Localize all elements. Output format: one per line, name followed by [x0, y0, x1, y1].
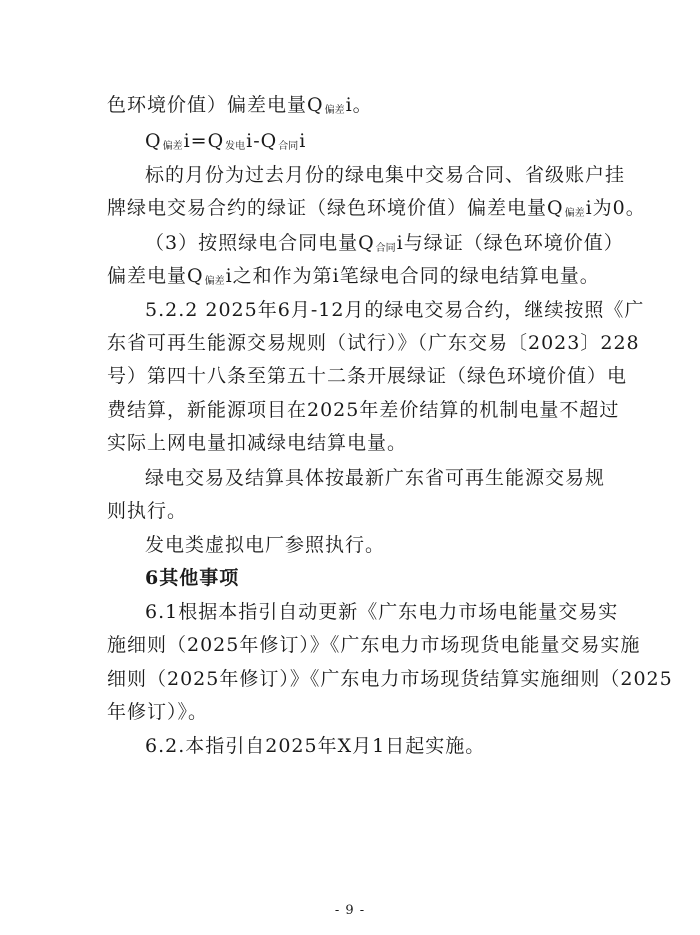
text-run: （3）按照绿电合同电量Q: [145, 232, 375, 254]
text-run: i与绿证（绿色环境价值）: [396, 232, 624, 254]
paragraph-line: 号）第四十八条至第五十二条开展绿证（绿色环境价值）电: [107, 365, 628, 387]
subscript: 偏差: [564, 208, 585, 219]
paragraph-line: 6.1根据本指引自动更新《广东电力市场电能量交易实: [145, 601, 619, 623]
subscript: 合同: [278, 141, 299, 152]
subscript: 偏差: [204, 276, 225, 287]
paragraph-line: [107, 93, 373, 123]
paragraph-line: [107, 264, 600, 294]
subscript: 偏差: [324, 105, 345, 116]
paragraph-line: 年修订）》。: [107, 701, 209, 723]
paragraph-line: 则执行。: [107, 500, 188, 522]
subscript: 偏差: [162, 141, 183, 152]
paragraph-line: 施细则（2025年修订）》《广东电力市场现货电能量交易实施: [107, 634, 641, 656]
paragraph-line: 东省可再生能源交易规则（试行）》（广东交易〔2023〕228: [107, 332, 640, 354]
text-run: 色环境价值）偏差电量Q: [107, 94, 324, 116]
text-run: Q: [145, 130, 162, 152]
paragraph-line: 发电类虚拟电厂参照执行。: [145, 534, 386, 556]
text-run: i-Q: [246, 130, 278, 152]
text-run: i: [299, 130, 307, 152]
paragraph-line: 细则（2025年修订）》《广东电力市场现货结算实施细则（2025: [107, 668, 673, 690]
text-run: i为0。: [585, 197, 646, 219]
text-run: i之和作为第i笔绿电合同的绿电结算电量。: [225, 265, 600, 287]
page-number: - 9 -: [334, 903, 366, 918]
formula-line: [145, 129, 306, 159]
text-run: 牌绿电交易合约的绿证（绿色环境价值）偏差电量Q: [107, 197, 564, 219]
paragraph-line: 6.2.本指引自2025年X月1日起实施。: [145, 735, 486, 757]
section-heading: 6其他事项: [145, 567, 240, 589]
paragraph-line: 标的月份为过去月份的绿电集中交易合同、省级账户挂: [145, 164, 626, 186]
text-run: i。: [345, 94, 373, 116]
paragraph-line: 绿电交易及结算具体按最新广东省可再生能源交易规: [145, 467, 606, 489]
paragraph-line: 5.2.2 2025年6月-12月的绿电交易合约，继续按照《广: [145, 299, 645, 321]
paragraph-line: [107, 196, 646, 226]
text-run: 偏差电量Q: [107, 265, 204, 287]
subscript: 发电: [225, 141, 246, 152]
subscript: 合同: [375, 243, 396, 254]
text-run: i=Q: [183, 130, 225, 152]
paragraph-line: 实际上网电量扣减绿电结算电量。: [107, 432, 408, 454]
paragraph-line: 费结算，新能源项目在2025年差价结算的机制电量不超过: [107, 399, 620, 421]
paragraph-line: [145, 231, 624, 261]
